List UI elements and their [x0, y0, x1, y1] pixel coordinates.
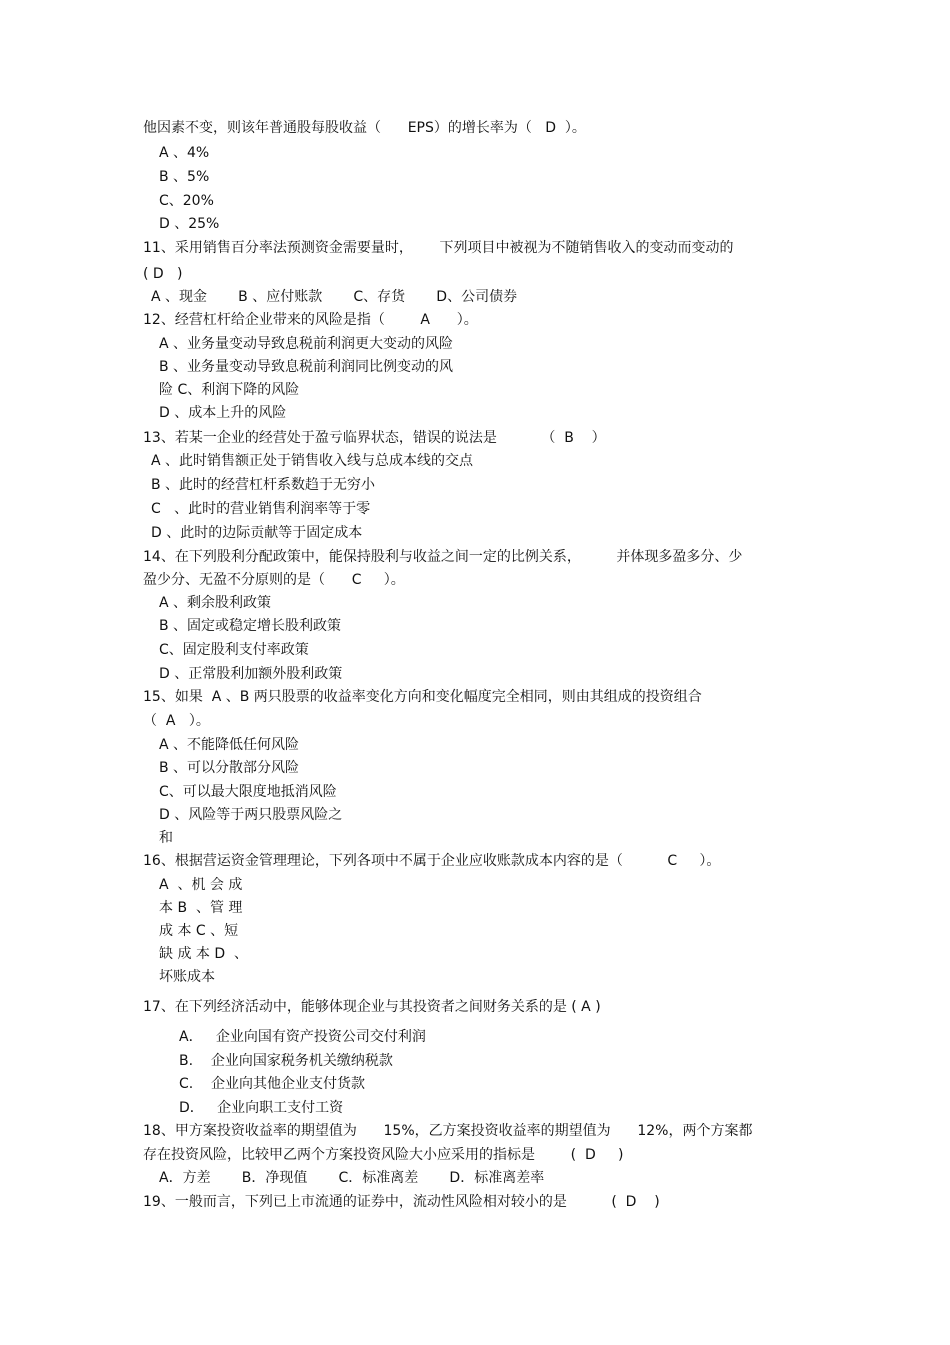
question-17-stem: 17、在下列经济活动中，能够体现企业与其投资者之间财务关系的是 ( A ): [143, 999, 601, 1015]
question-11-answer: ( D ): [143, 266, 183, 282]
q13-option-c: C 、此时的营业销售利润率等于零: [151, 501, 371, 517]
q17-option-d: D． 企业向职工支付工资: [179, 1100, 344, 1116]
q12-option-a: A 、业务量变动导致息税前利润更大变动的风险: [159, 336, 454, 352]
q14-option-a: A 、剩余股利政策: [159, 595, 272, 611]
q13-option-b: B 、此时的经营杠杆系数趋于无穷小: [151, 477, 376, 493]
question-19-stem: 19、一般而言，下列已上市流通的证券中，流动性风险相对较小的是 ( D ): [143, 1194, 660, 1210]
question-15-answer: （ A ）。: [143, 713, 210, 729]
q10-option-a: A 、4%: [159, 145, 210, 161]
q10-option-c: C、20%: [159, 193, 214, 209]
q17-option-b: B. 企业向国家税务机关缴纳税款: [179, 1053, 393, 1069]
q16-options-line-5: 坏账成本: [159, 969, 215, 985]
q15-option-d-wrapped: 和: [159, 830, 173, 846]
q16-options-line-4: 缺 成 本 D 、: [159, 946, 249, 962]
q14-option-c: C、固定股利支付率政策: [159, 642, 309, 658]
q16-options-line-3: 成 本 C 、短: [159, 923, 239, 939]
question-18-stem-continued: 存在投资风险，比较甲乙两个方案投资风险大小应采用的指标是 ( D ): [143, 1147, 624, 1163]
q14-option-b: B 、固定或稳定增长股利政策: [159, 618, 342, 634]
q17-option-c: C. 企业向其他企业支付货款: [179, 1076, 366, 1092]
question-18-stem: 18、甲方案投资收益率的期望值为 15%，乙方案投资收益率的期望值为 12%，两个方案都: [143, 1123, 753, 1139]
question-16-stem: 16、根据营运资金管理理论，下列各项中不属于企业应收账款成本内容的是（ C ）。: [143, 853, 721, 869]
q11-options: A 、现金 B 、应付账款 C、存货 D、公司债券: [151, 289, 518, 305]
question-15-stem: 15、如果 A 、B 两只股票的收益率变化方向和变化幅度完全相同，则由其组成的投资组合: [143, 689, 702, 705]
q13-option-d: D 、此时的边际贡献等于固定成本: [151, 525, 363, 541]
q10-option-b: B 、5%: [159, 169, 210, 185]
question-14-stem: 14、在下列股利分配政策中，能保持股利与收益之间一定的比例关系， 并体现多盈多分、少: [143, 549, 743, 565]
q16-options-line-1: A 、机 会 成: [159, 877, 243, 893]
question-10-stem-continued: 他因素不变，则该年普通股每股收益（ EPS）的增长率为（ D ）。: [143, 120, 586, 136]
q10-option-d: D 、25%: [159, 216, 220, 232]
q16-options-line-2: 本 B 、管 理: [159, 900, 243, 916]
q12-option-d: D 、成本上升的风险: [159, 405, 287, 421]
q15-option-c: C、可以最大限度地抵消风险: [159, 784, 337, 800]
question-12-stem: 12、经营杠杆给企业带来的风险是指（ A ）。: [143, 312, 478, 328]
q12-option-b: B 、业务量变动导致息税前利润同比例变动的风: [159, 359, 454, 375]
q13-option-a: A 、此时销售额正处于销售收入线与总成本线的交点: [151, 453, 474, 469]
q18-options: A．方差 B．净现值 C．标准离差 D．标准离差率: [159, 1170, 545, 1186]
question-14-stem-continued: 盈少分、无盈不分原则的是（ C ）。: [143, 572, 405, 588]
question-11-stem: 11、采用销售百分率法预测资金需要量时， 下列项目中被视为不随销售收入的变动而变动的: [143, 240, 734, 256]
q12-option-b-c-wrapped: 险 C、利润下降的风险: [159, 382, 300, 398]
question-13-stem: 13、若某一企业的经营处于盈亏临界状态，错误的说法是 （ B ）: [143, 430, 606, 446]
q15-option-d: D 、风险等于两只股票风险之: [159, 807, 343, 823]
q15-option-a: A 、不能降低任何风险: [159, 737, 300, 753]
q17-option-a: A． 企业向国有资产投资公司交付利润: [179, 1029, 426, 1045]
q15-option-b: B 、可以分散部分风险: [159, 760, 300, 776]
q14-option-d: D 、正常股利加额外股利政策: [159, 666, 343, 682]
